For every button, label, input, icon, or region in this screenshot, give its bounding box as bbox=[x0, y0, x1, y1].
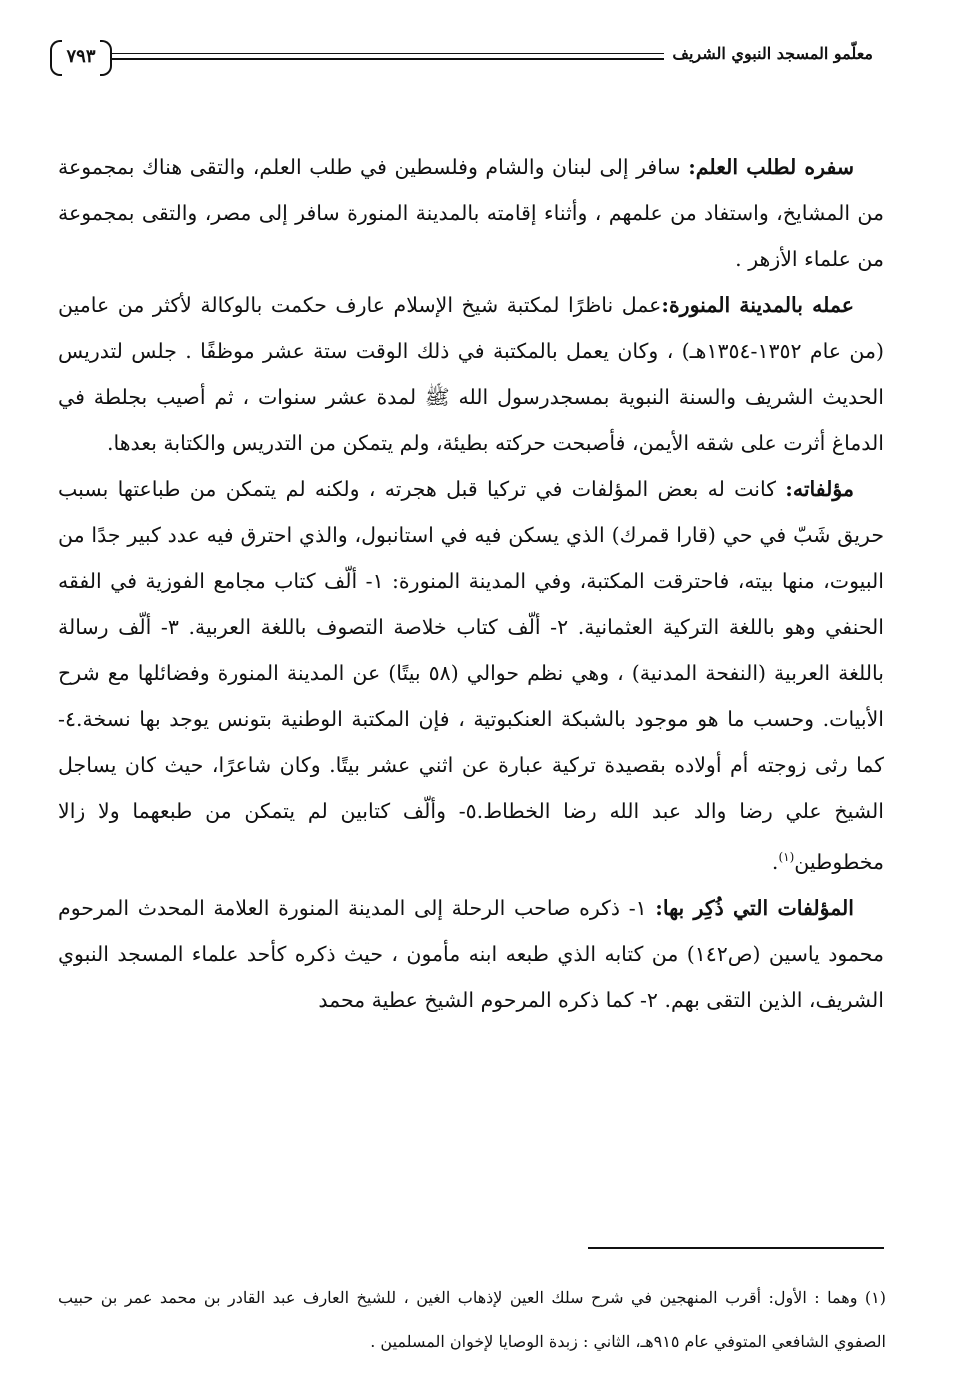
page-number: ٧٩٣ bbox=[52, 40, 110, 74]
paragraph-text: سافر إلى لبنان والشام وفلسطين في طلب العلم، والتقى هناك بمجموعة من المشايخ، واستفاد من علمهم ، وأثناء إقامته بالمدينة المنورة سافر إلى مصر، والتقى بمجموعة من علماء الأزهر . bbox=[58, 155, 884, 271]
section-heading-work: عمله بالمدينة المنورة: bbox=[661, 293, 854, 317]
footnotes bbox=[58, 1276, 886, 1364]
section-heading-works: مؤلفاته: bbox=[785, 477, 854, 501]
paragraph-text: عمل ناظرًا لمكتبة شيخ الإسلام عارف حكمت بالوكالة لأكثر من عامين (من عام ١٣٥٢-١٣٥٤هـ) ، وكان يعمل بالمكتبة في ذلك الوقت ستة عشر موظفًا . جلس لتدريس الحديث الشريف والسنة النبوية بمسجدرسول الله ﷺ لمدة عشر سنوات ، ثم أصيب بجلطة في الدماغ أثرت على شقه الأيمن، فأصبحت حركته بطيئة، ولم يتمكن من التدريس والكتابة بعدها. bbox=[58, 293, 884, 455]
paragraph-travel bbox=[58, 144, 884, 282]
footnote-reference: (١) bbox=[778, 850, 795, 864]
header-rule bbox=[110, 53, 664, 60]
paragraph-work bbox=[58, 282, 884, 466]
paragraph-text: كانت له بعض المؤلفات في تركيا قبل هجرته ، ولكنه لم يتمكن من طباعتها بسبب حريق شَبّ في حي (قارا قمرك) الذي يسكن فيه في استانبول، والذي احترق فيه عدد كبير جدًا من البيوت، منها بيته، فاحترقت المكتبة، وفي المدينة المنورة: ١- ألّف كتاب مجامع الفوزية في الفقه الحنفي وهو باللغة التركية العثمانية. ٢- ألّف كتاب خلاصة التصوف باللغة العربية. ٣- ألّف رسالة باللغة العربية (النفحة المدنية) ، وهي نظم حوالي (٥٨ بيتًا) عن المدينة المنورة وفضائلها مع شرح الأبيات. وحسب ما هو موجود بالشبكة العنكبوتية ، فإن المكتبة الوطنية بتونس يوجد بها نسخة.٤- كما رثى زوجته أم أولاده بقصيدة تركية عبارة عن اثني عشر بيتًا. وكان شاعرًا، حيث كان يساجل الشيخ علي رضا والد عبد الله رضا الخطاط.٥- وألّف كتابين لم يتمكن من طبعهما ولا زالا مخطوطين bbox=[58, 477, 884, 874]
section-heading-mentions: المؤلفات التي ذُكِر بها: bbox=[655, 895, 854, 920]
section-heading-travel: سفره لطلب العلم: bbox=[688, 155, 854, 179]
paragraph-text: ١- ذكره صاحب الرحلة إلى المدينة المنورة العلامة المحدث المرحوم محمود ياسين (ص١٤٢) من كتابه الذي طبعه ابنه مأمون ، حيث ذكره كأحد علماء المسجد النبوي الشريف، الذين التقى بهم. ٢- كما ذكره المرحوم الشيخ عطية محمد bbox=[58, 895, 884, 1012]
paragraph-mentions bbox=[58, 885, 884, 1023]
running-header-title: معلّمو المسجد النبوي الشريف bbox=[672, 44, 873, 63]
paragraph-tail: . bbox=[771, 849, 779, 874]
paragraph-works bbox=[58, 466, 884, 885]
footnote-separator bbox=[588, 1247, 884, 1249]
main-text bbox=[58, 144, 884, 1023]
footnote-1: (١) وهما : الأول: أقرب المنهجين في شرح سلك العين لإذهاب الغين ، للشيخ العارف عبد القادر بن محمد عمر بن حبيب الصفوي الشافعي المتوفي عام ٩١٥هـ، الثاني : زبدة الوصايا لإخوان المسلمين . bbox=[58, 1288, 886, 1351]
